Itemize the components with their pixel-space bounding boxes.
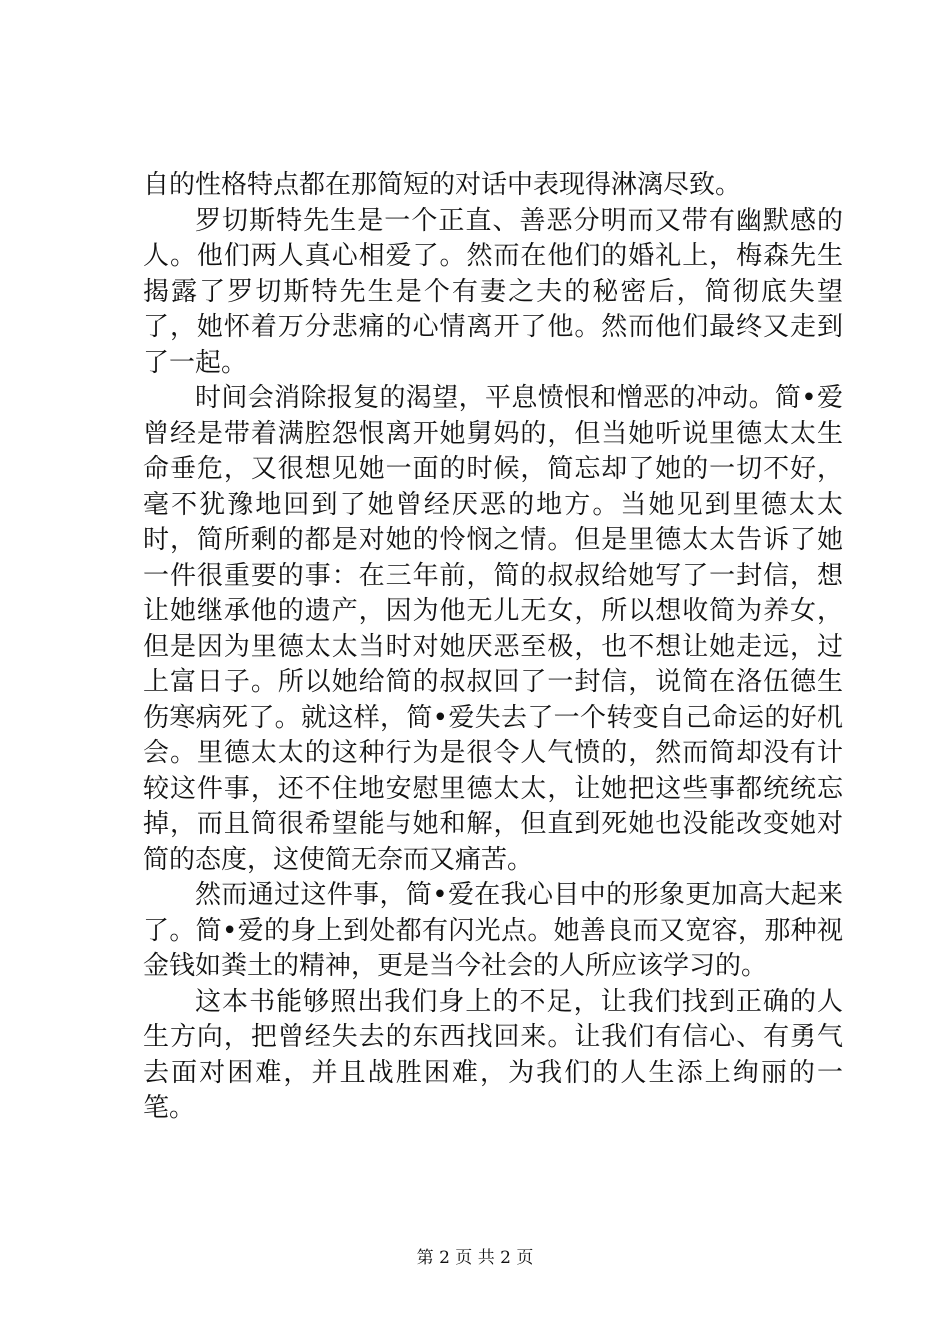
paragraph-5: 这本书能够照出我们身上的不足，让我们找到正确的人生方向，把曾经失去的东西找回来。让我们有信心、有勇气去面对困难，并且战胜困难，为我们的人生添上绚丽的一笔。: [143, 986, 843, 1123]
paragraph-1: 自的性格特点都在那简短的对话中表现得淋漓尽致。: [143, 170, 742, 200]
paragraph-3: 时间会消除报复的渴望，平息愤恨和憎恶的冲动。简•爱曾经是带着满腔怨恨离开她舅妈的，但当她听说里德太太生命垂危，又很想见她一面的时候，简忘却了她的一切不好，毫不犹豫地回到了她曾经厌恶的地方。当她见到里德太太时，简所剩的都是对她的怜悯之情。但是里德太太告诉了她一件很重要的事：在三年前，简的叔叔给她写了一封信，想让她继承他的遗产，因为他无儿无女，所以想收简为养女，但是因为里德太太当时对她厌恶至极，也不想让她走远，过上富日子。所以她给简的叔叔回了一封信，说简在洛伍德生伤寒病死了。就这样，简•爱失去了一个转变自己命运的好机会。里德太太的这种行为是很令人气愤的，然而简却没有计较这件事，还不住地安慰里德太太，让她把这些事都统统忘掉，而且简很希望能与她和解，但直到死她也没能改变她对简的态度，这使简无奈而又痛苦。: [143, 383, 843, 875]
page-number-footer: 第 2 页 共 2 页: [416, 1248, 534, 1268]
paragraph-4: 然而通过这件事，简•爱在我心目中的形象更加高大起来了。简•爱的身上到处都有闪光点。她善良而又宽容，那种视金钱如粪土的精神，更是当今社会的人所应该学习的。: [143, 880, 843, 981]
paragraph-2: 罗切斯特先生是一个正直、善恶分明而又带有幽默感的人。他们两人真心相爱了。然而在他们的婚礼上，梅森先生揭露了罗切斯特先生是个有妻之夫的秘密后，简彻底失望了，她怀着万分悲痛的心情离开了他。然而他们最终又走到了一起。: [143, 205, 843, 378]
document-body: [143, 168, 843, 1127]
